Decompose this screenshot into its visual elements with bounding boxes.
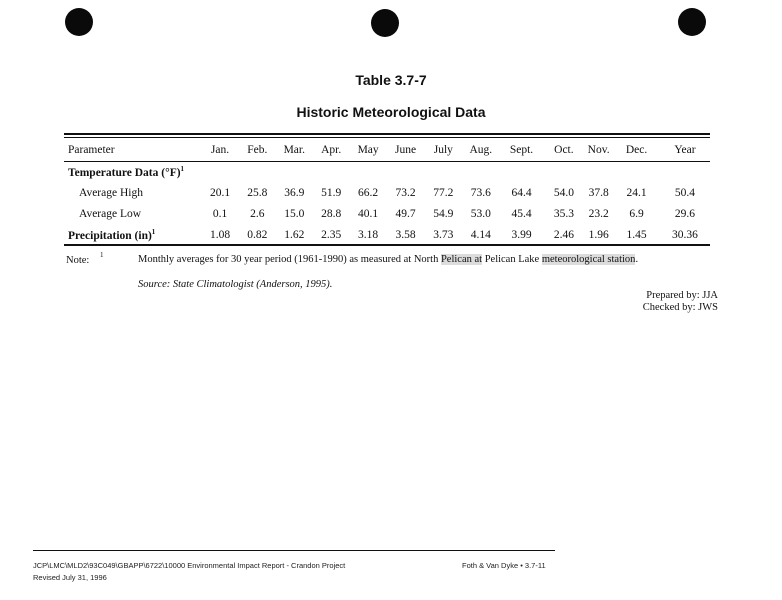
- row-label-average-high: Average High: [79, 186, 143, 199]
- table-cell-year: 30.36: [672, 228, 698, 241]
- table-cell: 20.1: [209, 186, 231, 199]
- table-cell: 28.8: [321, 207, 342, 220]
- header-month: Sept.: [509, 143, 534, 156]
- footnote-marker: 1: [151, 227, 156, 236]
- table-row: [64, 182, 710, 203]
- note-label: Note:: [66, 255, 90, 266]
- temperature-section-label: Temperature Data $(^\circ F)^1$: [68, 164, 185, 179]
- table-cell: 3.99: [511, 228, 532, 241]
- table-cell: 73.2: [395, 186, 416, 199]
- table-cell: 35.3: [553, 207, 574, 220]
- highlighted-text: Pelican at: [440, 254, 483, 265]
- binder-hole-left: [65, 8, 93, 36]
- header-month: June: [394, 143, 417, 156]
- header-month: May: [357, 143, 379, 156]
- table-cell: 54.9: [433, 207, 454, 220]
- header-month: Nov.: [587, 143, 610, 156]
- table-cell: 3.58: [395, 228, 416, 241]
- table-cell: 1.45: [626, 228, 647, 241]
- table-cell: 36.9: [284, 186, 305, 199]
- header-month: Oct.: [554, 143, 574, 156]
- table-row: [64, 203, 710, 224]
- table-cell: 49.7: [395, 207, 416, 220]
- header-month: July: [433, 143, 453, 156]
- table-cell: 37.8: [588, 186, 609, 199]
- table-cell: 2.35: [321, 228, 342, 241]
- source-citation: Source: State Climatologist (Anderson, 1995).: [138, 279, 333, 290]
- table-cell: 66.2: [358, 186, 379, 199]
- header-month: Jan.: [210, 143, 230, 156]
- table-cell: 3.73: [433, 228, 454, 241]
- highlighted-text: meteorological station: [541, 254, 636, 265]
- header-parameter: Parameter: [68, 143, 115, 156]
- footer-firm-page: Foth & Van Dyke • 3.7-11: [462, 561, 546, 570]
- table-cell: 2.46: [553, 228, 574, 241]
- footnote-marker: 1: [180, 164, 185, 173]
- table-cell: 0.82: [247, 228, 268, 241]
- table-cell-year: 50.4: [674, 186, 696, 199]
- prepared-by: Prepared by: JJA: [646, 290, 718, 301]
- header-month: Dec.: [625, 143, 648, 156]
- binder-hole-center: [371, 9, 399, 37]
- table-cell: 1.96: [588, 228, 609, 241]
- header-month: Mar.: [283, 143, 305, 156]
- table-number: Table 3.7-7: [355, 72, 427, 88]
- table-row-precipitation: [64, 224, 710, 245]
- table-cell: 2.6: [250, 207, 265, 220]
- note-reference-number: 1: [100, 251, 104, 259]
- table-cell: 77.2: [433, 186, 454, 199]
- table-cell: 53.0: [470, 207, 491, 220]
- table-cell: 1.62: [284, 228, 305, 241]
- table-cell-year: 29.6: [674, 207, 696, 220]
- table-cell: 73.6: [470, 186, 491, 199]
- temperature-section-row: [64, 161, 710, 182]
- header-month: Feb.: [247, 143, 268, 156]
- footer-path-report: JCP\LMC\MLD2\93C049\GBAPP\6722\10000 Environmental Impact Report - Crandon Project: [33, 561, 346, 570]
- table-top-rule: [64, 133, 710, 135]
- table-cell: 15.0: [284, 207, 305, 220]
- table-cell: 40.1: [358, 207, 379, 220]
- table-cell: 6.9: [629, 207, 644, 220]
- table-cell: 0.1: [212, 207, 228, 220]
- table-title: Historic Meteorological Data: [296, 104, 486, 120]
- table-cell: 54.0: [553, 186, 574, 199]
- table-cell: 25.8: [247, 186, 268, 199]
- note-text: Monthly averages for 30 year period (1961-1990) as measured at North Pelican at Pelican Lake meteorological station.: [138, 254, 639, 265]
- header-month: Apr.: [321, 143, 342, 156]
- checked-by: Checked by: JWS: [642, 302, 718, 313]
- table-cell: 23.2: [588, 207, 609, 220]
- table-cell: 51.9: [321, 186, 342, 199]
- binder-hole-right: [678, 8, 706, 36]
- table-cell: 64.4: [511, 186, 532, 199]
- table-header-row: [64, 138, 710, 161]
- header-year: Year: [674, 143, 696, 156]
- footer-rule: [33, 550, 555, 551]
- row-label-average-low: Average Low: [79, 207, 142, 220]
- table-cell: 4.14: [470, 228, 491, 241]
- table-cell: 24.1: [626, 186, 647, 199]
- table-cell: 45.4: [511, 207, 532, 220]
- header-month: Aug.: [469, 143, 493, 156]
- precipitation-label: Precipitation (in)$^1$: [68, 227, 156, 242]
- table-cell: 1.08: [209, 228, 231, 241]
- meteorological-data-table: [64, 138, 710, 245]
- footer-revised-date: Revised July 31, 1996: [33, 573, 107, 582]
- table-cell: 3.18: [358, 228, 379, 241]
